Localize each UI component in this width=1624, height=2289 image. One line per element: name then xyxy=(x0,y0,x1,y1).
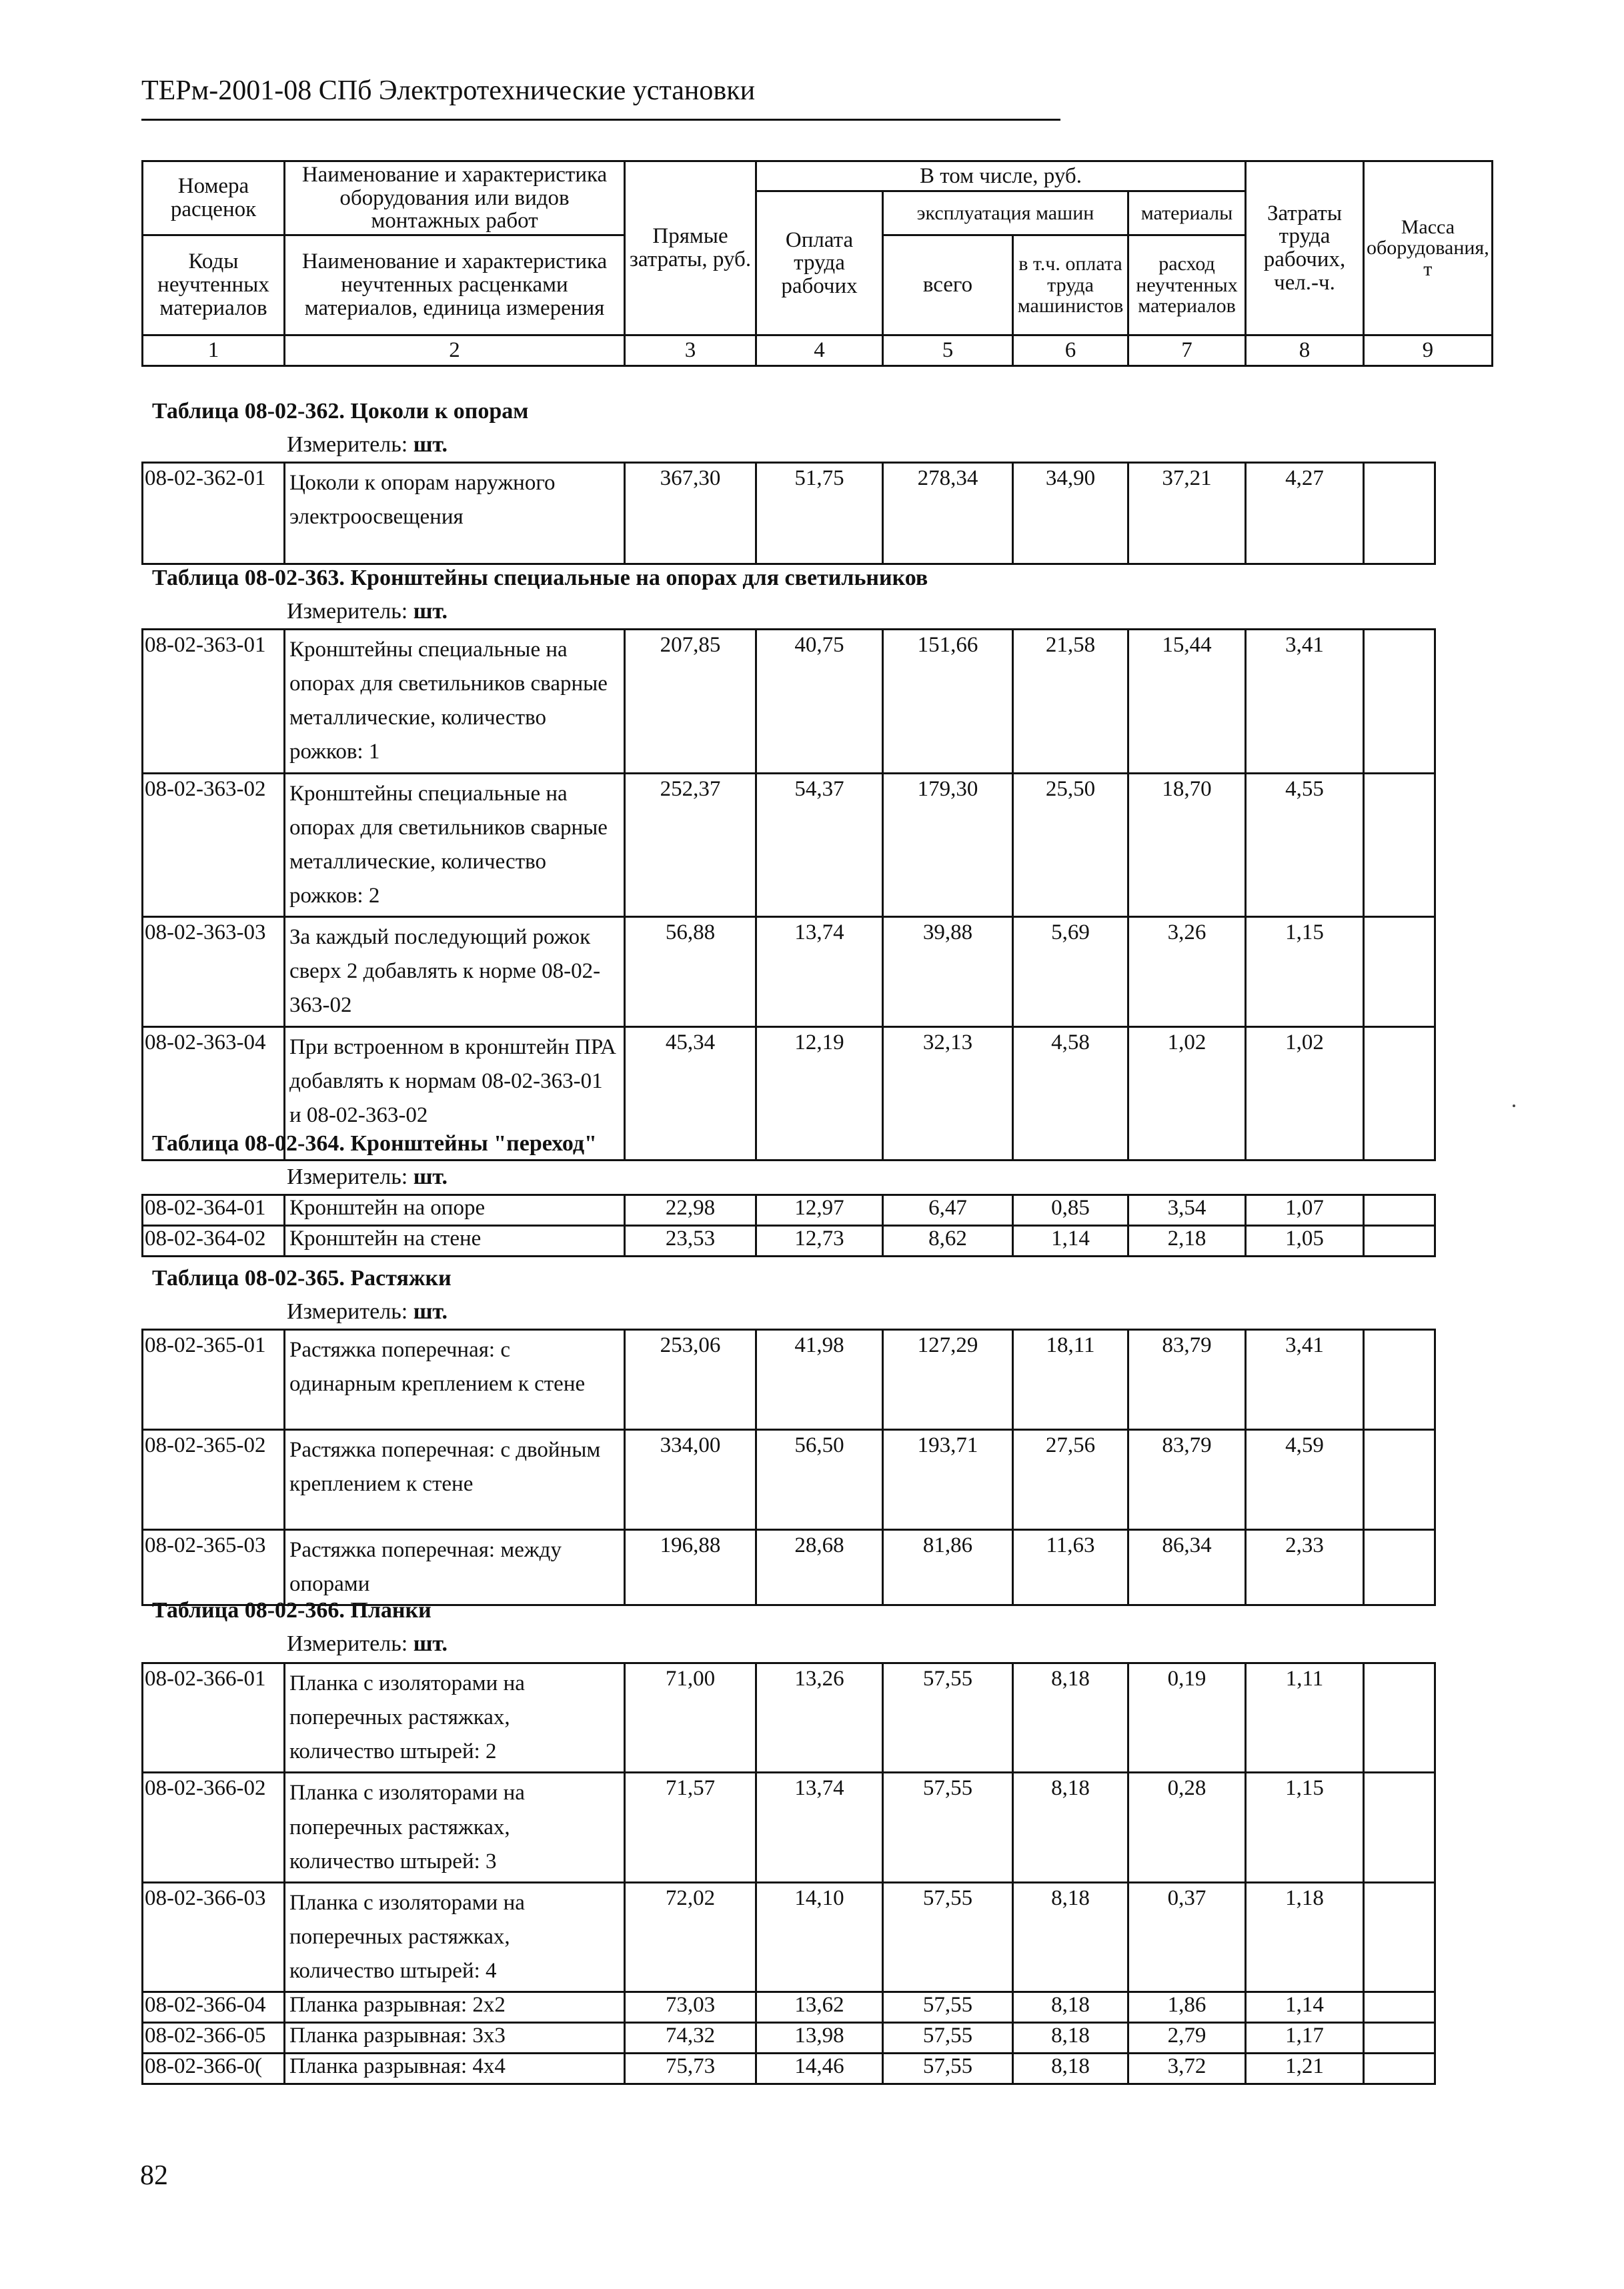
rate-name: При встроенном в кронштейн ПРА добавлять к нормам 08-02-363-01 и 08-02-363-02 xyxy=(285,1026,625,1160)
equipment-mass xyxy=(1364,917,1435,1026)
section-table xyxy=(141,462,1436,565)
measure-unit: шт. xyxy=(413,1299,448,1324)
rate-code: 08-02-366-03 xyxy=(143,1882,285,1992)
col-number: 1 xyxy=(143,335,285,365)
table-row xyxy=(143,1330,1435,1430)
rate-code: 08-02-365-02 xyxy=(143,1430,285,1530)
labor-cost: 54,37 xyxy=(756,773,883,917)
section-title: Таблица 08-02-365. Растяжки xyxy=(152,1266,452,1291)
rate-code: 08-02-365-03 xyxy=(143,1530,285,1605)
col-header-materials-group: материалы xyxy=(1128,191,1246,235)
section-table xyxy=(141,1194,1436,1257)
measure-unit: шт. xyxy=(413,1165,448,1189)
measure-line xyxy=(287,599,448,624)
table-row xyxy=(143,2054,1435,2084)
table-row xyxy=(143,1530,1435,1605)
direct-cost: 196,88 xyxy=(625,1530,756,1605)
materials-cost: 3,72 xyxy=(1128,2054,1246,2084)
col-header-operators: в т.ч. оплата труда машинистов xyxy=(1013,235,1128,335)
materials-cost: 83,79 xyxy=(1128,1430,1246,1530)
col-number: 4 xyxy=(756,335,883,365)
materials-cost: 0,19 xyxy=(1128,1663,1246,1773)
col-header-unaccounted-name: Наименование и характеристика неучтенных расценками материалов, единица измерения xyxy=(285,235,625,335)
page-number: 82 xyxy=(140,2160,168,2191)
rate-name: Планка разрывная: 2х2 xyxy=(285,1992,625,2023)
rate-code: 08-02-366-0( xyxy=(143,2054,285,2084)
labor-hours: 4,27 xyxy=(1246,463,1364,564)
direct-cost: 45,34 xyxy=(625,1026,756,1160)
col-number: 9 xyxy=(1364,335,1493,365)
labor-cost: 51,75 xyxy=(756,463,883,564)
labor-hours: 2,33 xyxy=(1246,1530,1364,1605)
equipment-mass xyxy=(1364,2054,1435,2084)
rate-name: Планка разрывная: 4х4 xyxy=(285,2054,625,2084)
equipment-mass xyxy=(1364,1195,1435,1226)
labor-hours: 3,41 xyxy=(1246,1330,1364,1430)
equipment-mass xyxy=(1364,1773,1435,1882)
rate-name: Кронштейны специальные на опорах для светильников сварные металлические, количество рожков: 2 xyxy=(285,773,625,917)
column-header-table xyxy=(141,160,1493,367)
machines-cost: 8,62 xyxy=(883,1226,1013,1257)
operators-cost: 18,11 xyxy=(1013,1330,1128,1430)
table-row xyxy=(143,1882,1435,1992)
rate-name: Растяжка поперечная: с двойным креплением к стене xyxy=(285,1430,625,1530)
rate-code: 08-02-363-03 xyxy=(143,917,285,1026)
equipment-mass xyxy=(1364,1663,1435,1773)
table-row xyxy=(143,1773,1435,1882)
labor-cost: 13,74 xyxy=(756,1773,883,1882)
measure-line xyxy=(287,1631,448,1657)
col-header-name: Наименование и характеристика оборудования или видов монтажных работ xyxy=(285,161,625,235)
rate-name: Планка с изоляторами на поперечных растяжках, количество штырей: 2 xyxy=(285,1663,625,1773)
section-table xyxy=(141,1329,1436,1606)
measure-unit: шт. xyxy=(413,1631,448,1656)
operators-cost: 8,18 xyxy=(1013,2054,1128,2084)
labor-hours: 1,02 xyxy=(1246,1026,1364,1160)
section-table xyxy=(141,628,1436,1161)
col-header-direct: Прямые затраты, руб. xyxy=(625,161,756,335)
measure-label: Измеритель: xyxy=(287,432,408,457)
labor-hours: 1,21 xyxy=(1246,2054,1364,2084)
table-row xyxy=(143,630,1435,774)
labor-cost: 13,62 xyxy=(756,1992,883,2023)
machines-cost: 57,55 xyxy=(883,1992,1013,2023)
rate-name: Растяжка поперечная: с одинарным креплением к стене xyxy=(285,1330,625,1430)
labor-hours: 1,17 xyxy=(1246,2023,1364,2054)
materials-cost: 83,79 xyxy=(1128,1330,1246,1430)
direct-cost: 334,00 xyxy=(625,1430,756,1530)
rate-code: 08-02-365-01 xyxy=(143,1330,285,1430)
machines-cost: 57,55 xyxy=(883,1882,1013,1992)
labor-cost: 12,19 xyxy=(756,1026,883,1160)
col-header-unaccounted-codes: Коды неучтенных материалов xyxy=(143,235,285,335)
labor-cost: 28,68 xyxy=(756,1530,883,1605)
page-header: ТЕРм-2001-08 СПб Электротехнические установки xyxy=(141,75,756,106)
labor-cost: 12,97 xyxy=(756,1195,883,1226)
equipment-mass xyxy=(1364,1530,1435,1605)
measure-unit: шт. xyxy=(413,599,448,624)
equipment-mass xyxy=(1364,2023,1435,2054)
machines-cost: 151,66 xyxy=(883,630,1013,774)
measure-unit: шт. xyxy=(413,432,448,457)
equipment-mass xyxy=(1364,1430,1435,1530)
scan-speck xyxy=(1513,1104,1515,1107)
table-row xyxy=(143,1226,1435,1257)
measure-label: Измеритель: xyxy=(287,1299,408,1324)
direct-cost: 74,32 xyxy=(625,2023,756,2054)
equipment-mass xyxy=(1364,1226,1435,1257)
rate-name: Планка с изоляторами на поперечных растяжках, количество штырей: 3 xyxy=(285,1773,625,1882)
col-number: 5 xyxy=(883,335,1013,365)
col-header-codes: Номера расценок xyxy=(143,161,285,235)
operators-cost: 4,58 xyxy=(1013,1026,1128,1160)
direct-cost: 23,53 xyxy=(625,1226,756,1257)
table-row xyxy=(143,1992,1435,2023)
labor-hours: 1,18 xyxy=(1246,1882,1364,1992)
table-row xyxy=(143,463,1435,564)
operators-cost: 1,14 xyxy=(1013,1226,1128,1257)
measure-label: Измеритель: xyxy=(287,599,408,624)
machines-cost: 57,55 xyxy=(883,2054,1013,2084)
col-header-machines-total: всего xyxy=(883,235,1013,335)
equipment-mass xyxy=(1364,1882,1435,1992)
col-header-materials: расход неучтенных материалов xyxy=(1128,235,1246,335)
materials-cost: 1,02 xyxy=(1128,1026,1246,1160)
labor-cost: 40,75 xyxy=(756,630,883,774)
labor-hours: 1,15 xyxy=(1246,1773,1364,1882)
labor-hours: 1,05 xyxy=(1246,1226,1364,1257)
table-row xyxy=(143,1430,1435,1530)
direct-cost: 71,00 xyxy=(625,1663,756,1773)
equipment-mass xyxy=(1364,630,1435,774)
labor-cost: 41,98 xyxy=(756,1330,883,1430)
section-title: Таблица 08-02-366. Планки xyxy=(152,1598,432,1623)
section-title: Таблица 08-02-364. Кронштейны "переход" xyxy=(152,1131,597,1156)
operators-cost: 27,56 xyxy=(1013,1430,1128,1530)
operators-cost: 21,58 xyxy=(1013,630,1128,774)
rate-name: За каждый последующий рожок сверх 2 добавлять к норме 08-02-363-02 xyxy=(285,917,625,1026)
col-header-mass: Масса оборудования, т xyxy=(1364,161,1493,335)
rate-code: 08-02-363-02 xyxy=(143,773,285,917)
labor-cost: 13,26 xyxy=(756,1663,883,1773)
measure-label: Измеритель: xyxy=(287,1165,408,1189)
section-table xyxy=(141,1662,1436,2085)
machines-cost: 127,29 xyxy=(883,1330,1013,1430)
direct-cost: 367,30 xyxy=(625,463,756,564)
materials-cost: 2,18 xyxy=(1128,1226,1246,1257)
operators-cost: 25,50 xyxy=(1013,773,1128,917)
table-row xyxy=(143,773,1435,917)
rate-code: 08-02-366-04 xyxy=(143,1992,285,2023)
equipment-mass xyxy=(1364,1992,1435,2023)
direct-cost: 71,57 xyxy=(625,1773,756,1882)
labor-cost: 14,46 xyxy=(756,2054,883,2084)
rate-code: 08-02-363-01 xyxy=(143,630,285,774)
rate-code: 08-02-364-01 xyxy=(143,1195,285,1226)
labor-cost: 56,50 xyxy=(756,1430,883,1530)
materials-cost: 0,37 xyxy=(1128,1882,1246,1992)
labor-cost: 13,98 xyxy=(756,2023,883,2054)
col-number: 8 xyxy=(1246,335,1364,365)
rate-name: Планка разрывная: 3х3 xyxy=(285,2023,625,2054)
materials-cost: 86,34 xyxy=(1128,1530,1246,1605)
rate-name: Кронштейны специальные на опорах для светильников сварные металлические, количество рожков: 1 xyxy=(285,630,625,774)
materials-cost: 2,79 xyxy=(1128,2023,1246,2054)
machines-cost: 57,55 xyxy=(883,1663,1013,1773)
col-header-hours: Затраты труда рабочих, чел.-ч. xyxy=(1246,161,1364,335)
direct-cost: 75,73 xyxy=(625,2054,756,2084)
rate-name: Цоколи к опорам наружного электроосвещения xyxy=(285,463,625,564)
section-title: Таблица 08-02-363. Кронштейны специальные на опорах для светильников xyxy=(152,566,928,590)
operators-cost: 5,69 xyxy=(1013,917,1128,1026)
labor-hours: 4,59 xyxy=(1246,1430,1364,1530)
direct-cost: 73,03 xyxy=(625,1992,756,2023)
header-rule xyxy=(141,119,1060,121)
table-row xyxy=(143,2023,1435,2054)
machines-cost: 179,30 xyxy=(883,773,1013,917)
rate-code: 08-02-364-02 xyxy=(143,1226,285,1257)
machines-cost: 32,13 xyxy=(883,1026,1013,1160)
machines-cost: 57,55 xyxy=(883,1773,1013,1882)
col-number: 7 xyxy=(1128,335,1246,365)
operators-cost: 34,90 xyxy=(1013,463,1128,564)
materials-cost: 3,54 xyxy=(1128,1195,1246,1226)
labor-cost: 14,10 xyxy=(756,1882,883,1992)
materials-cost: 0,28 xyxy=(1128,1773,1246,1882)
operators-cost: 11,63 xyxy=(1013,1530,1128,1605)
direct-cost: 207,85 xyxy=(625,630,756,774)
table-row xyxy=(143,1663,1435,1773)
labor-hours: 1,15 xyxy=(1246,917,1364,1026)
materials-cost: 3,26 xyxy=(1128,917,1246,1026)
materials-cost: 18,70 xyxy=(1128,773,1246,917)
rate-code: 08-02-363-04 xyxy=(143,1026,285,1160)
equipment-mass xyxy=(1364,773,1435,917)
section-title: Таблица 08-02-362. Цоколи к опорам xyxy=(152,399,529,424)
machines-cost: 81,86 xyxy=(883,1530,1013,1605)
labor-hours: 1,11 xyxy=(1246,1663,1364,1773)
table-row xyxy=(143,1195,1435,1226)
equipment-mass xyxy=(1364,1330,1435,1430)
measure-label: Измеритель: xyxy=(287,1631,408,1656)
col-number: 6 xyxy=(1013,335,1128,365)
machines-cost: 39,88 xyxy=(883,917,1013,1026)
direct-cost: 56,88 xyxy=(625,917,756,1026)
direct-cost: 253,06 xyxy=(625,1330,756,1430)
rate-code: 08-02-366-02 xyxy=(143,1773,285,1882)
measure-line xyxy=(287,432,448,458)
operators-cost: 8,18 xyxy=(1013,1663,1128,1773)
col-header-machines-group: эксплуатация машин xyxy=(883,191,1128,235)
labor-hours: 3,41 xyxy=(1246,630,1364,774)
rate-name: Планка с изоляторами на поперечных растяжках, количество штырей: 4 xyxy=(285,1882,625,1992)
labor-cost: 12,73 xyxy=(756,1226,883,1257)
table-row xyxy=(143,917,1435,1026)
direct-cost: 252,37 xyxy=(625,773,756,917)
materials-cost: 37,21 xyxy=(1128,463,1246,564)
col-number: 3 xyxy=(625,335,756,365)
materials-cost: 15,44 xyxy=(1128,630,1246,774)
direct-cost: 22,98 xyxy=(625,1195,756,1226)
rate-code: 08-02-366-05 xyxy=(143,2023,285,2054)
machines-cost: 6,47 xyxy=(883,1195,1013,1226)
labor-hours: 1,14 xyxy=(1246,1992,1364,2023)
operators-cost: 8,18 xyxy=(1013,1773,1128,1882)
equipment-mass xyxy=(1364,1026,1435,1160)
operators-cost: 8,18 xyxy=(1013,2023,1128,2054)
rate-code: 08-02-366-01 xyxy=(143,1663,285,1773)
col-number: 2 xyxy=(285,335,625,365)
labor-hours: 1,07 xyxy=(1246,1195,1364,1226)
operators-cost: 0,85 xyxy=(1013,1195,1128,1226)
rate-code: 08-02-362-01 xyxy=(143,463,285,564)
rate-name: Растяжка поперечная: между опорами xyxy=(285,1530,625,1605)
labor-cost: 13,74 xyxy=(756,917,883,1026)
machines-cost: 57,55 xyxy=(883,2023,1013,2054)
machines-cost: 193,71 xyxy=(883,1430,1013,1530)
measure-line xyxy=(287,1299,448,1325)
col-header-labor: Оплата труда рабочих xyxy=(756,191,883,335)
equipment-mass xyxy=(1364,463,1435,564)
direct-cost: 72,02 xyxy=(625,1882,756,1992)
labor-hours: 4,55 xyxy=(1246,773,1364,917)
col-header-group: В том числе, руб. xyxy=(756,161,1246,191)
measure-line xyxy=(287,1165,448,1190)
materials-cost: 1,86 xyxy=(1128,1992,1246,2023)
operators-cost: 8,18 xyxy=(1013,1992,1128,2023)
rate-name: Кронштейн на опоре xyxy=(285,1195,625,1226)
machines-cost: 278,34 xyxy=(883,463,1013,564)
rate-name: Кронштейн на стене xyxy=(285,1226,625,1257)
operators-cost: 8,18 xyxy=(1013,1882,1128,1992)
